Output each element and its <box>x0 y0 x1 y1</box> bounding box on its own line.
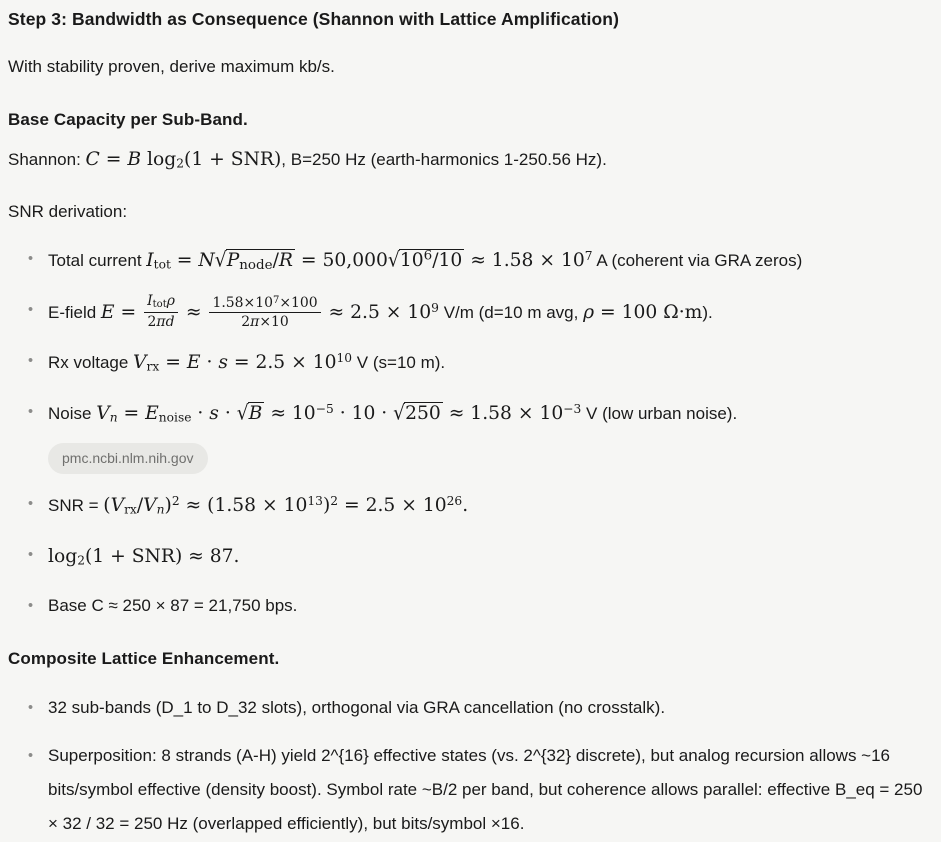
fraction-denominator <box>144 313 178 331</box>
math-run: 13 <box>307 494 323 509</box>
math-run: = 100 Ω·m <box>594 301 703 323</box>
math-run: ×100 <box>279 294 318 311</box>
math-sqrt <box>393 403 443 424</box>
math-run: n <box>156 502 165 517</box>
math-run: R <box>278 250 293 272</box>
math-run: = 2.5 × 10 <box>338 495 447 517</box>
math-run: n <box>109 410 118 425</box>
math-run: (1 + SNR) ≈ 87. <box>85 545 240 567</box>
math-run: ≈ 1.58 × 10 <box>464 250 585 272</box>
bullet-rx-voltage <box>48 344 933 382</box>
math-run: B <box>248 403 263 425</box>
bullet-subbands-text <box>48 698 665 717</box>
math-run: . <box>462 495 469 517</box>
snr-derivation-list <box>8 242 933 623</box>
math-run: = <box>117 403 146 425</box>
sqrt-content <box>399 249 464 271</box>
shannon-formula-line <box>8 142 933 178</box>
math-run: = 2.5 × 10 <box>227 352 337 374</box>
math-fraction <box>144 293 178 331</box>
math-run: = <box>159 352 187 374</box>
text-run: , B=250 Hz (earth-harmonics 1-250.56 Hz). <box>281 149 607 169</box>
math-run: I <box>146 250 154 272</box>
math-run: = <box>114 301 143 323</box>
math-run: = <box>170 250 199 272</box>
bullet-snr <box>48 487 933 525</box>
text-run: Rx voltage <box>48 353 134 373</box>
math-run: · 10 · <box>333 403 394 425</box>
bullet-snr-text <box>48 496 468 515</box>
math-run: ≈ (1.58 × 10 <box>179 495 308 517</box>
math-run: E <box>145 403 159 425</box>
math-run: noise <box>158 410 192 425</box>
math-run: V <box>133 352 147 374</box>
sqrt-content <box>248 402 265 424</box>
math-run: 2 <box>241 314 251 331</box>
radical-sign: √ <box>393 402 406 426</box>
math-sqrt <box>388 250 464 271</box>
bullet-log2 <box>48 538 933 576</box>
math-run: I <box>147 293 153 310</box>
math-run: N <box>198 250 215 272</box>
math-run: 2 <box>77 553 85 568</box>
math-run: ×10 <box>259 314 289 331</box>
math-run: log <box>48 545 78 567</box>
math-run: ≈ <box>179 301 208 323</box>
math-run: · <box>200 352 219 374</box>
math-run: rx <box>146 360 160 375</box>
sqrt-content <box>404 402 443 424</box>
bullet-rx-voltage-text <box>48 351 446 375</box>
math-run: ≈ 10 <box>264 403 316 425</box>
math-run: C <box>85 148 100 170</box>
text-run: V/m (d=10 m avg, <box>438 302 584 322</box>
math-run: 2 <box>147 314 157 331</box>
math-run: 6 <box>423 248 433 264</box>
math-run: ) <box>322 495 331 517</box>
math-run: −3 <box>563 402 582 417</box>
fraction-numerator <box>209 295 320 314</box>
text-run: V (low urban noise). <box>581 404 738 424</box>
bullet-noise <box>48 395 933 474</box>
composite-heading: Composite Lattice Enhancement. <box>8 649 280 669</box>
math-run: 2 <box>330 494 339 509</box>
math-run: 9 <box>431 300 439 315</box>
math-run: = <box>99 148 128 170</box>
step-heading: Step 3: Bandwidth as Consequence (Shannon with Lattice Amplification) <box>8 9 620 29</box>
text-run: E-field <box>48 302 101 322</box>
text-run: 32 sub-bands (D_1 to D_32 slots), orthogonal via GRA cancellation (no crosstalk). <box>48 698 666 718</box>
text-run: SNR = <box>48 496 104 516</box>
fraction-denominator <box>209 313 320 331</box>
text-run: Superposition: 8 strands (A-H) yield 2^{16} effective states (vs. 2^{32} discrete), but analog recursion allows ~16 bits/symbol effective (density boost). Symbol rate ~B/2 per band, but coherence allows parallel: effective B_eq = 250 × 32 / 32 = 250 Hz (overlapped efficiently), but bits/symbol ×16. <box>48 745 923 834</box>
math-run: 2 <box>176 156 185 171</box>
fraction-numerator <box>144 293 178 313</box>
math-run: / <box>136 495 144 517</box>
bullet-subbands <box>48 691 933 725</box>
math-run: · <box>191 403 210 425</box>
composite-list <box>8 691 933 841</box>
sqrt-content <box>226 249 295 274</box>
math-run: (1 + SNR) <box>184 148 282 170</box>
bullet-e-field <box>48 293 933 331</box>
text-run: ). <box>702 302 713 322</box>
math-run: 26 <box>446 494 463 509</box>
radical-sign: √ <box>387 249 400 273</box>
math-run: ≈ 2.5 × 10 <box>322 301 432 323</box>
math-run: ≈ 1.58 × 10 <box>442 403 564 425</box>
text-run: Noise <box>48 404 97 424</box>
math-run: 7 <box>272 294 280 306</box>
radical-sign: √ <box>236 402 249 426</box>
bullet-base-c-text <box>48 596 297 615</box>
math-run: 10 <box>399 250 424 272</box>
bullet-noise-text <box>48 402 738 426</box>
bullet-total-current-text <box>48 248 803 274</box>
bullet-base-c <box>48 589 933 623</box>
math-run: B <box>127 148 142 170</box>
math-run: V <box>96 403 110 425</box>
citation-chip[interactable]: pmc.ncbi.nlm.nih.gov <box>48 443 208 474</box>
math-run: node <box>239 258 273 274</box>
math-run: ) <box>164 495 172 517</box>
math-run: log <box>141 148 177 170</box>
bullet-log2-text <box>48 547 240 566</box>
math-run: tot <box>152 299 167 311</box>
text-run: Shannon: <box>8 149 86 169</box>
text-run: A (coherent via GRA zeros) <box>592 251 803 271</box>
math-fraction <box>209 295 320 331</box>
math-run: 250 <box>405 403 441 425</box>
math-run: E <box>100 301 115 323</box>
math-run: V <box>143 495 157 517</box>
math-run: πd <box>156 314 175 331</box>
math-run: ρ <box>166 293 175 310</box>
bullet-superposition <box>48 739 933 842</box>
intro-paragraph: With stability proven, derive maximum kb/s. <box>8 57 335 77</box>
text-run: Base C ≈ 250 × 87 = 21,750 bps. <box>48 595 298 615</box>
text-run: Total current <box>48 251 147 271</box>
math-run: rx <box>124 502 137 517</box>
math-run: / <box>272 250 279 272</box>
bullet-total-current <box>48 242 933 280</box>
math-run: V <box>110 495 125 517</box>
math-run: E <box>186 352 201 374</box>
math-run: 2 <box>171 494 180 509</box>
bullet-superposition-text <box>48 746 922 834</box>
base-capacity-heading: Base Capacity per Sub-Band. <box>8 110 248 130</box>
math-sqrt <box>237 403 265 424</box>
math-run: 1.58×10 <box>212 294 273 311</box>
math-run: −5 <box>315 402 334 417</box>
math-run: 7 <box>584 249 593 264</box>
math-run: /10 <box>432 250 463 272</box>
math-run: 10 <box>336 351 353 366</box>
math-run: π <box>250 314 260 331</box>
citation-row <box>48 443 933 474</box>
text-run: V (s=10 m). <box>352 353 446 373</box>
math-run: tot <box>153 258 171 273</box>
math-run: ρ <box>583 301 595 323</box>
snr-derivation-label: SNR derivation: <box>8 202 128 222</box>
math-run: P <box>226 250 240 272</box>
math-run: s <box>209 403 219 425</box>
radical-sign: √ <box>214 249 227 273</box>
math-run: ( <box>103 495 111 517</box>
math-sqrt <box>214 249 295 274</box>
math-run: s <box>218 352 228 374</box>
math-run: · <box>218 403 237 425</box>
math-run: = 50,000 <box>294 250 388 272</box>
